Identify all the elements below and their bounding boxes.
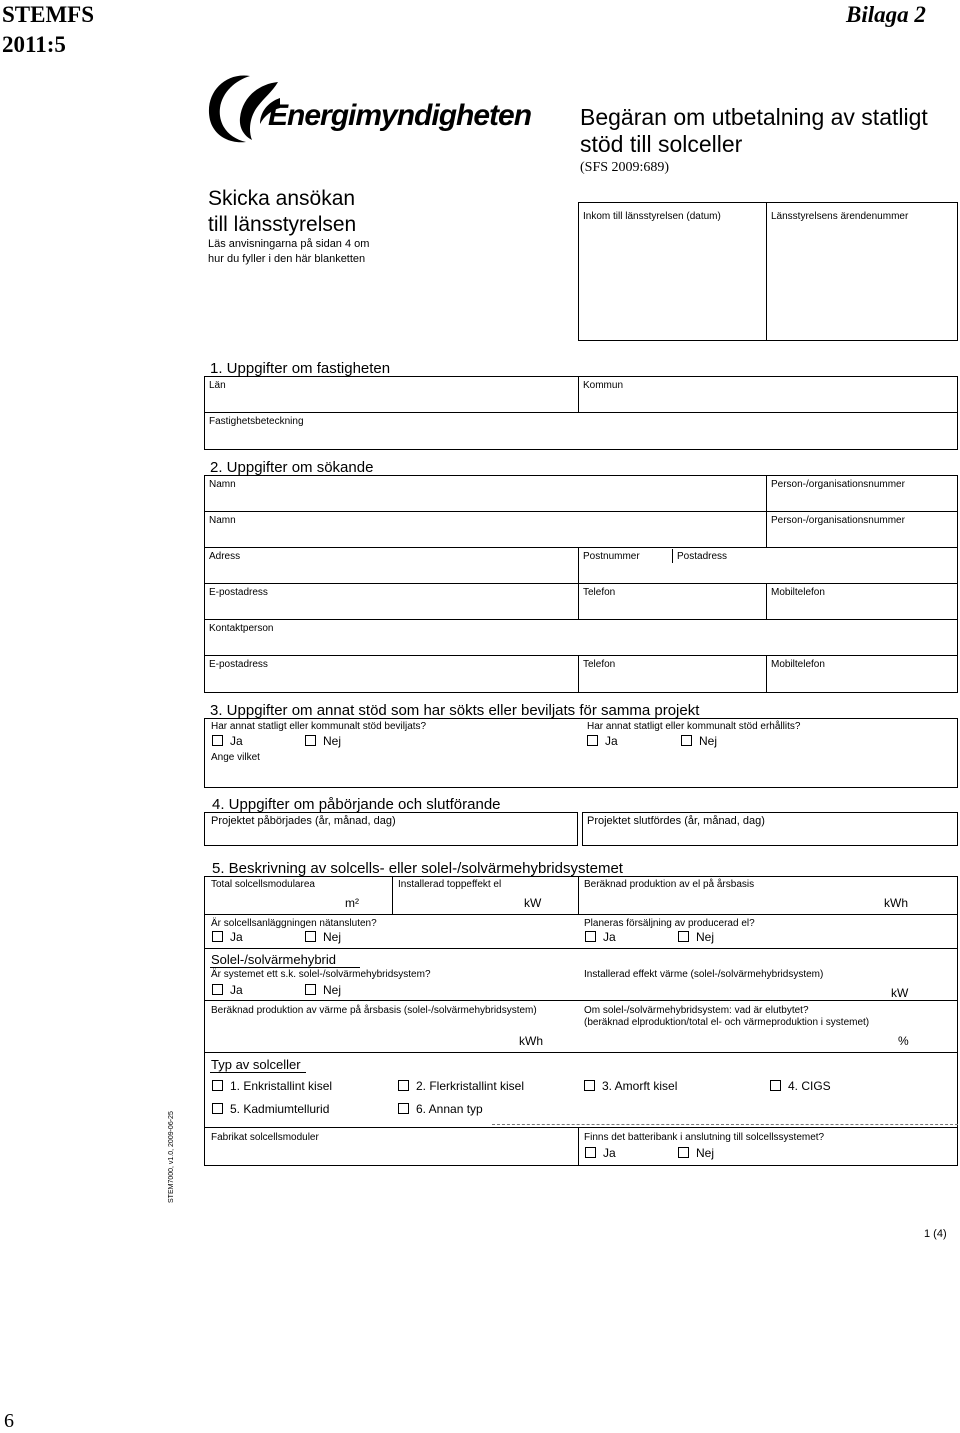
type5-checkbox[interactable]	[212, 1103, 223, 1114]
hybrid-nej-label: Nej	[323, 983, 342, 997]
postadress-field[interactable]: Postadress	[677, 551, 728, 562]
sale-nej-label: Nej	[696, 930, 715, 944]
sale-ja-checkbox[interactable]	[585, 931, 596, 942]
postnummer-field[interactable]: Postnummer	[583, 551, 640, 562]
kwh-unit-heat: kWh	[519, 1034, 543, 1048]
s3-erhallits-nej-label: Nej	[699, 734, 718, 748]
elproduktion-label: Beräknad produktion av el på årsbasis	[584, 879, 755, 890]
kw-unit-peak: kW	[524, 896, 542, 910]
type4-checkbox[interactable]	[770, 1080, 781, 1091]
kontaktperson-field[interactable]: Kontaktperson	[209, 623, 274, 634]
kommun-field[interactable]: Kommun	[583, 380, 624, 391]
case-number-label: Länsstyrelsens ärendenummer	[771, 211, 909, 222]
type2-checkbox[interactable]	[398, 1080, 409, 1091]
instruction-line1: Läs anvisningarna på sidan 4 om	[208, 238, 370, 250]
office-use-box	[578, 202, 958, 341]
epost-field-1[interactable]: E-postadress	[209, 587, 268, 598]
type5-label: 5. Kadmiumtellurid	[230, 1102, 330, 1116]
hybrid-question: Är systemet ett s.k. solel-/solvärmehybridsystem?	[211, 969, 431, 980]
telefon-field-1[interactable]: Telefon	[583, 587, 616, 598]
sale-nej-checkbox[interactable]	[678, 931, 689, 942]
lan-field[interactable]: Län	[209, 380, 226, 391]
type1-label: 1. Enkristallint kisel	[230, 1079, 333, 1093]
bilaga-label: Bilaga 2	[846, 2, 926, 27]
start-date-label: Projektet påbörjades (år, månad, dag)	[211, 815, 396, 827]
type4-label: 4. CIGS	[788, 1079, 831, 1093]
battery-nej-checkbox[interactable]	[678, 1147, 689, 1158]
hybrid-ja-checkbox[interactable]	[212, 984, 223, 995]
s3-beviljats-ja-label: Ja	[230, 734, 243, 748]
elutbyte-label-line1: Om solel-/solvärmehybridsystem: vad är elutbytet?	[584, 1005, 809, 1016]
telefon-field-2[interactable]: Telefon	[583, 659, 616, 670]
battery-ja-checkbox[interactable]	[585, 1147, 596, 1158]
forsaljning-question: Planeras försäljning av producerad el?	[584, 918, 755, 929]
kw-unit-heat: kW	[891, 986, 909, 1000]
form-title-line1: Begäran om utbetalning av statligt	[580, 104, 928, 130]
section1-heading: 1. Uppgifter om fastigheten	[210, 360, 391, 377]
fabrikat-field[interactable]: Fabrikat solcellsmoduler	[211, 1132, 319, 1143]
type6-label: 6. Annan typ	[416, 1102, 483, 1116]
percent-unit: %	[898, 1034, 909, 1048]
s3-erhallits-nej-checkbox[interactable]	[681, 735, 692, 746]
m2-unit: m²	[345, 896, 359, 910]
mobil-field-2[interactable]: Mobiltelefon	[771, 659, 825, 670]
instruction-line2: hur du fyller i den här blanketten	[208, 253, 366, 265]
section2-heading: 2. Uppgifter om sökande	[210, 459, 374, 476]
s3-erhallits-ja-checkbox[interactable]	[587, 735, 598, 746]
received-date-label: Inkom till länsstyrelsen (datum)	[583, 211, 721, 222]
heat-production-label: Beräknad produktion av värme på årsbasis (solel-/solvärmehybridsystem)	[211, 1005, 537, 1016]
elutbyte-label-line2: (beräknad elproduktion/total el- och värmeproduktion i systemet)	[584, 1017, 870, 1028]
toppeffekt-label: Installerad toppeffekt el	[398, 879, 502, 890]
namn-field-1[interactable]: Namn	[209, 479, 236, 490]
page-number: 1 (4)	[924, 1228, 947, 1240]
grid-ja-checkbox[interactable]	[212, 931, 223, 942]
hybrid-nej-checkbox[interactable]	[305, 984, 316, 995]
natansluten-question: Är solcellsanläggningen nätansluten?	[211, 918, 377, 929]
modularea-label: Total solcellsmodularea	[211, 879, 315, 890]
stod-beviljats-question: Har annat statligt eller kommunalt stöd beviljats?	[211, 721, 427, 732]
batteribank-question: Finns det batteribank i anslutning till solcellssystemet?	[584, 1132, 825, 1143]
form-version-code: STEM7000, v1.0, 2009-06-25	[168, 1111, 175, 1203]
grid-nej-label: Nej	[323, 930, 342, 944]
adress-field[interactable]: Adress	[209, 551, 241, 562]
type3-checkbox[interactable]	[584, 1080, 595, 1091]
section5-heading: 5. Beskrivning av solcells- eller solel-/solvärmehybridsystemet	[212, 860, 623, 877]
hybrid-ja-label: Ja	[230, 983, 243, 997]
section1-box	[204, 376, 958, 450]
send-heading-line2: till länsstyrelsen	[208, 213, 357, 236]
sfs-reference: (SFS 2009:689)	[580, 160, 670, 175]
epost-field-2[interactable]: E-postadress	[209, 659, 268, 670]
section3-heading: 3. Uppgifter om annat stöd som har sökts eller beviljats för samma projekt	[210, 702, 700, 719]
grid-nej-checkbox[interactable]	[305, 931, 316, 942]
s3-erhallits-ja-label: Ja	[605, 734, 618, 748]
namn-field-2[interactable]: Namn	[209, 515, 236, 526]
orgnr-field-2[interactable]: Person-/organisationsnummer	[771, 515, 905, 526]
footer-page-number: 6	[4, 1410, 14, 1432]
types-heading: Typ av solceller	[211, 1057, 301, 1072]
section2-box	[204, 475, 958, 693]
battery-ja-label: Ja	[603, 1146, 616, 1160]
grid-ja-label: Ja	[230, 930, 243, 944]
logo-wordmark: Energimyndigheten	[268, 99, 532, 132]
battery-nej-label: Nej	[696, 1146, 715, 1160]
hybrid-heading: Solel-/solvärmehybrid	[211, 952, 336, 967]
stemfs-label: STEMFS	[2, 2, 95, 27]
orgnr-field-1[interactable]: Person-/organisationsnummer	[771, 479, 905, 490]
type3-label: 3. Amorft kisel	[602, 1079, 678, 1093]
s3-beviljats-nej-label: Nej	[323, 734, 342, 748]
s3-beviljats-ja-checkbox[interactable]	[212, 735, 223, 746]
s3-beviljats-nej-checkbox[interactable]	[305, 735, 316, 746]
type6-checkbox[interactable]	[398, 1103, 409, 1114]
sale-ja-label: Ja	[603, 930, 616, 944]
end-date-label: Projektet slutfördes (år, månad, dag)	[587, 815, 765, 827]
heat-power-label: Installerad effekt värme (solel-/solvärmehybridsystem)	[584, 969, 824, 980]
send-heading-line1: Skicka ansökan	[208, 187, 356, 210]
kwh-unit-el: kWh	[884, 896, 908, 910]
stod-erhallits-question: Har annat statligt eller kommunalt stöd erhållits?	[587, 721, 801, 732]
ange-vilket-field[interactable]: Ange vilket	[211, 752, 260, 763]
other-type-line[interactable]	[492, 1124, 958, 1125]
mobil-field-1[interactable]: Mobiltelefon	[771, 587, 825, 598]
stemfs-number: 2011:5	[2, 32, 66, 57]
fastighetsbeteckning-field[interactable]: Fastighetsbeteckning	[209, 416, 304, 427]
form-title-line2: stöd till solceller	[580, 131, 743, 157]
section4-heading: 4. Uppgifter om påbörjande och slutförande	[212, 796, 501, 813]
type2-label: 2. Flerkristallint kisel	[416, 1079, 525, 1093]
type1-checkbox[interactable]	[212, 1080, 223, 1091]
